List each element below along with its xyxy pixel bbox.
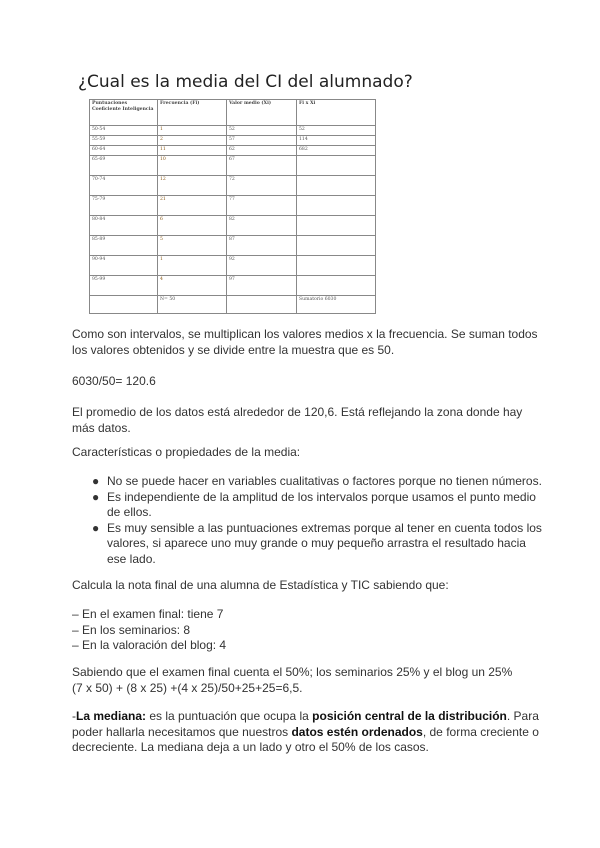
table-row [90, 156, 376, 176]
column-header: Fi x Xi [297, 100, 376, 126]
table-cell: 97 [227, 276, 297, 296]
paragraph-intervals: Como son intervalos, se multiplican los valores medios x la frecuencia. Se suman todos los valores obtenidos y se divide entre la muestra que es 50. [72, 327, 538, 357]
properties-list [72, 474, 542, 567]
bullet-icon: ● [92, 474, 100, 488]
list-item: ● Es muy sensible a las puntuaciones extremas porque al tener en cuenta todos los valores, si aparece uno muy grande o muy pequeño arrastra el resultado hacia ese lado. [92, 520, 542, 566]
table-cell: 10 [158, 156, 227, 176]
bullet-icon: ● [92, 489, 100, 504]
table-cell: 80-84 [90, 216, 158, 236]
table-cell: 6 [158, 216, 227, 236]
paragraph-median: -La mediana: es la puntuación que ocupa la posición central de la distribución. Para poder hallarla necesitamos que nuestros datos estén ordenados, de forma creciente o decreciente. La mediana deja a un lado y otro el 50% de los casos. [72, 709, 539, 754]
paragraph-weights: Sabiendo que el examen final cuenta el 50%; los seminarios 25% y el blog un 25% (7 x 50) + (8 x 25) +(4 x 25)/50+25+25=6,5. [72, 665, 513, 695]
paragraph-average: El promedio de los datos está alrededor de 120,6. Está reflejando la zona donde hay más datos. [72, 405, 523, 435]
table-cell: 90-94 [90, 256, 158, 276]
page-title: ¿Cual es la media del CI del alumnado? [78, 72, 413, 92]
table-cell: 5 [158, 236, 227, 256]
table-cell: 2 [158, 136, 227, 146]
table-row [90, 146, 376, 156]
table-row [90, 216, 376, 236]
table-row [90, 276, 376, 296]
table-cell: 70-74 [90, 176, 158, 196]
table-cell: 65-69 [90, 156, 158, 176]
table-cell: 114 [297, 136, 376, 146]
table-cell: 87 [227, 236, 297, 256]
table-cell: 60-64 [90, 146, 158, 156]
table-cell [297, 196, 376, 216]
table-cell: 52 [227, 126, 297, 136]
table-cell: 50-54 [90, 126, 158, 136]
table-cell [297, 216, 376, 236]
ci-frequency-table [89, 99, 376, 314]
table-row [90, 256, 376, 276]
table-cell: 77 [227, 196, 297, 216]
table-cell [297, 276, 376, 296]
table-cell: 11 [158, 146, 227, 156]
table-cell [297, 256, 376, 276]
table-total-row [90, 296, 376, 314]
column-header: Frecuencia (Fi) [158, 100, 227, 126]
list-item: – En el examen final: tiene 7 [72, 607, 224, 621]
list-item: – En la valoración del blog: 4 [72, 638, 227, 652]
table-cell: 75-79 [90, 196, 158, 216]
table-header-row [90, 100, 376, 126]
bullet-icon: ● [92, 520, 100, 535]
table-cell: 21 [158, 196, 227, 216]
paragraph-exercise: Calcula la nota final de una alumna de Estadística y TIC sabiendo que: [72, 578, 449, 592]
column-header: Valor medio (Xi) [227, 100, 297, 126]
table-cell: 1 [158, 126, 227, 136]
table-row [90, 176, 376, 196]
paragraph-calculation: 6030/50= 120.6 [72, 374, 156, 388]
table-cell: 95-99 [90, 276, 158, 296]
table-cell: 55-59 [90, 136, 158, 146]
grades-list [72, 607, 542, 654]
table-row [90, 126, 376, 136]
paragraph-properties-heading: Características o propiedades de la media: [72, 445, 301, 459]
table-cell: 52 [297, 126, 376, 136]
list-item: ● Es independiente de la amplitud de los intervalos porque usamos el punto medio de ellos. [92, 489, 536, 519]
table-cell [227, 296, 297, 314]
median-term: La mediana: [76, 709, 147, 723]
table-cell: 82 [227, 216, 297, 236]
table-cell: 72 [227, 176, 297, 196]
table-cell: 1 [158, 256, 227, 276]
table-cell: 85-89 [90, 236, 158, 256]
table-row [90, 136, 376, 146]
column-header: Puntuaciones Coeficiente Inteligencia [90, 100, 158, 126]
table-cell: 57 [227, 136, 297, 146]
table-cell: 92 [227, 256, 297, 276]
list-item: – En los seminarios: 8 [72, 622, 191, 637]
table-cell [90, 296, 158, 314]
table-cell: 12 [158, 176, 227, 196]
table-cell: Sumatorio 6030 [297, 296, 376, 314]
table-cell: 4 [158, 276, 227, 296]
list-item: ● No se puede hacer en variables cualitativas o factores porque no tienen números. [92, 474, 542, 488]
table-cell [297, 176, 376, 196]
table-cell: 62 [227, 146, 297, 156]
table-cell: 682 [297, 146, 376, 156]
table-cell: 67 [227, 156, 297, 176]
table-row [90, 196, 376, 216]
table-row [90, 236, 376, 256]
table-cell: N= 50 [158, 296, 227, 314]
table-cell [297, 236, 376, 256]
table-cell [297, 156, 376, 176]
